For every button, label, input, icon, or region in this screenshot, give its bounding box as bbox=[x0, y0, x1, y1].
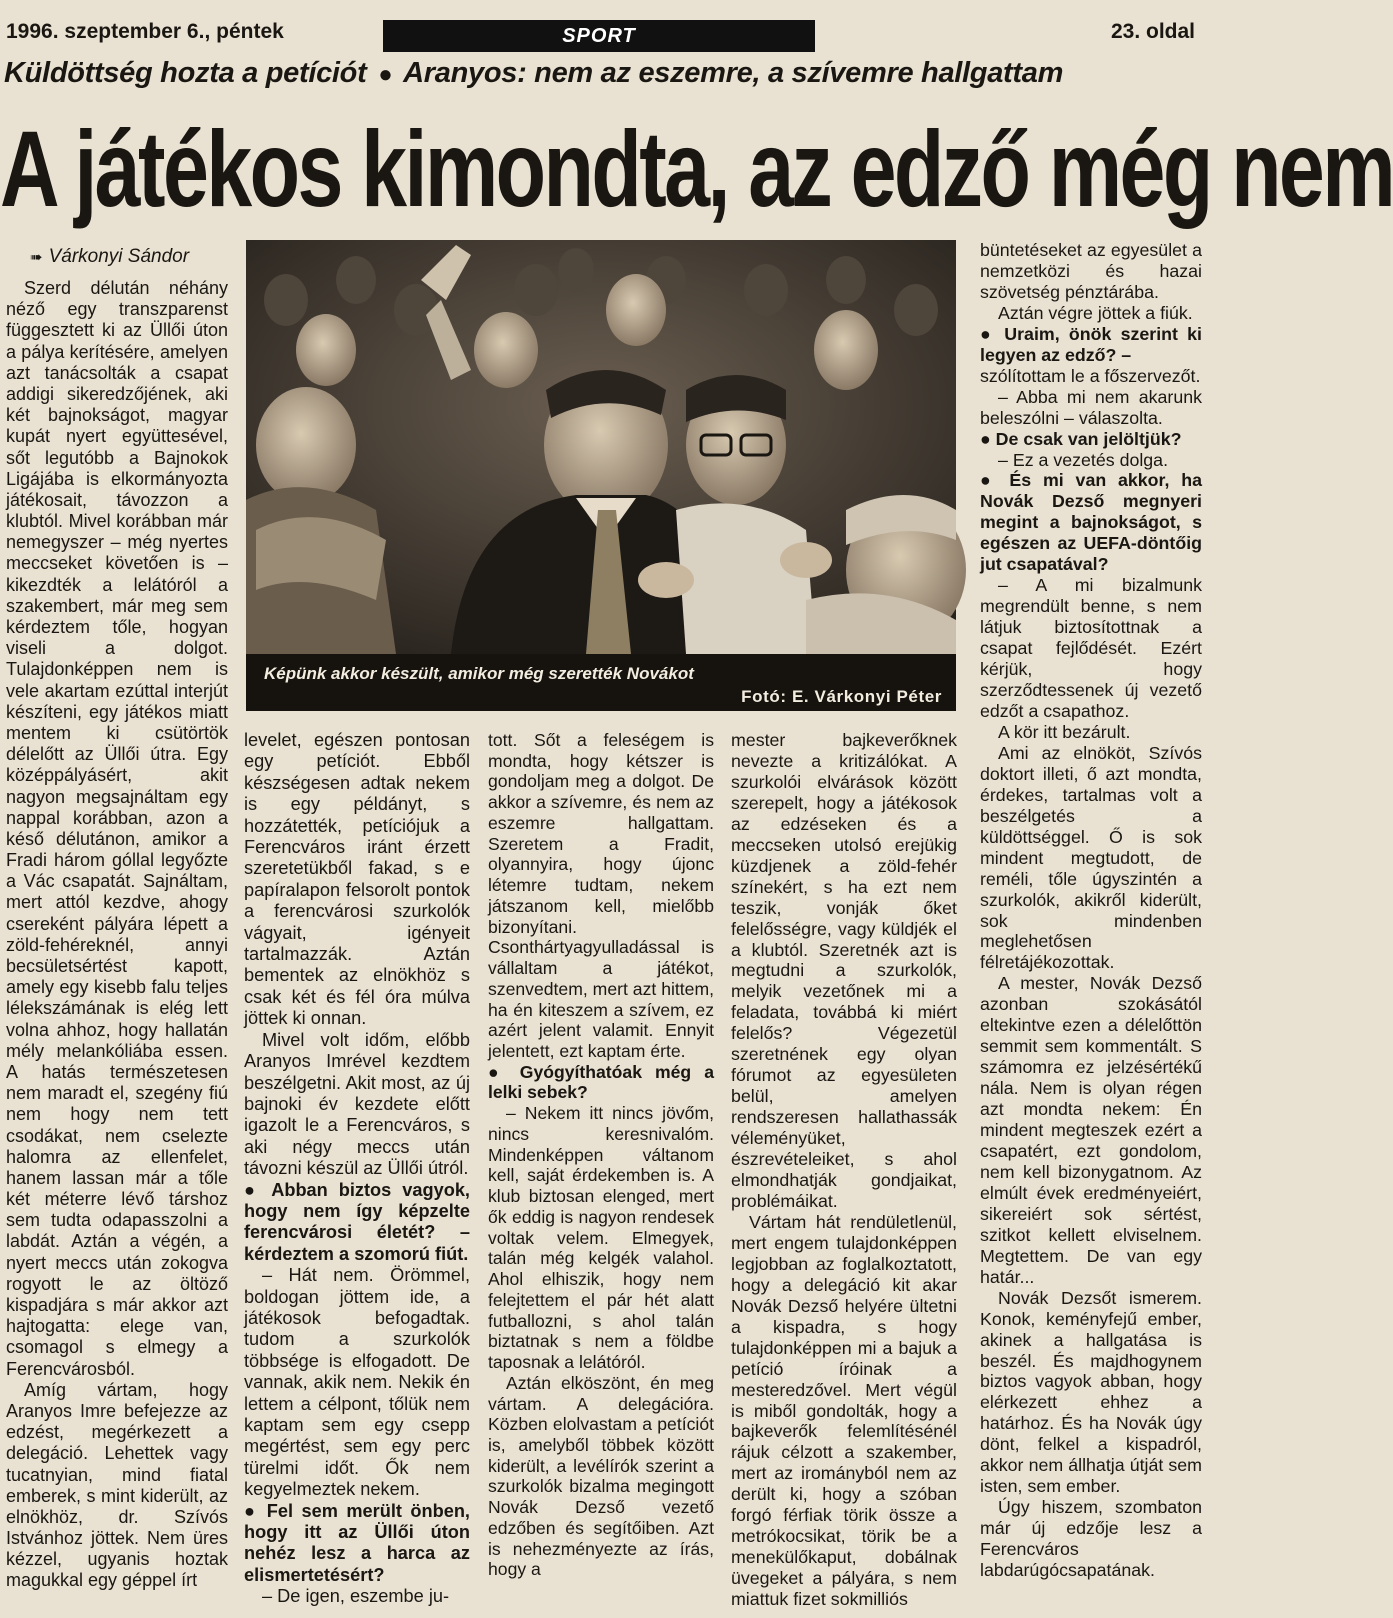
article-column-2 bbox=[244, 730, 470, 1608]
photo-caption-bar bbox=[246, 654, 956, 711]
paragraph: levelet, egészen pontosan egy petíciót. Ebből készségesen adtak nekem is egy példányt, s hozzátették, petíciójuk a Ferencváros iránt érzett szeretetükből fakad, s e papíralapon felsorolt pontok a ferencvárosi szurkolók vágyait, igényeit tartalmazzák. Aztán bementek az elnökhöz s csak két és fél óra múlva jöttek ki onnan. bbox=[244, 730, 470, 1029]
paragraph: mester bajkeverőknek nevezte a kritizálókat. A szurkolói elvárások között szerepelt, hogy a játékosok az edzéseken és a meccseken utolsó erejükig küzdjenek a zöld-fehér színekért, s ha ezt nem teszik, vonják őket felelősségre, vagy küldjék el a klubtól. Szeretnék azt is megtudni a szurkolók, melyik vezetőnek mi a feladata, továbbá ki miért felelős? Végezetül szeretnének egy olyan fórumot az egyesületen belül, amelyen rendszeresen hallathassák véleményüket, észrevételeiket, s ahol elmondhatják gondjaikat, problémáikat. bbox=[731, 730, 957, 1211]
paragraph: Aztán elköszönt, én meg vártam. A delegációra. Közben elolvastam a petíciót is, amelyből többek között kiderült, a levélírók szerint a szurkolók bizalma megingott Novák Dezső vezető edzőben és segítőiben. Azt is nehezményezte az írás, hogy a bbox=[488, 1372, 714, 1580]
photo-credit: Fotó: E. Várkonyi Péter bbox=[741, 687, 942, 706]
kicker-part-1: Küldöttség hozta a petíciót bbox=[4, 57, 367, 89]
paragraph: Szerd délután néhány néző egy transzparenst függesztett ki az Üllői úton a pálya kerítésére, amelyen azt tanácsolták a csapat addigi sikeredzőjének, aki két bajnokságot, magyar kupát nyert együttesével, sőt legutóbb a Bajnokok Ligájába is elkormányozta játékosait, távozzon a klubtól. Mivel korábban már nemegyszer – még nyertes meccseket követően is – kikezdték a lelátóról a szakembert, már meg sem kérdeztem tőle, hogyan viseli a dolgot. Tulajdonképpen nem is vele akartam ezúttal interjút készíteni, egy játékos miatt mentem ki csütörtök délelőtt az Üllői útra. Egy középpályásért, akit nagyon megsajnáltam egy nappal korábban, azon a késő délutánon, amikor a Fradi három góllal legyőzte a Vác csapatát. Sajnáltam, mert attól kezdve, ahogy csereként pályára lépett a zöld-fehéreknél, annyi becsületsértést kapott, amely egy kisebb falu teljes lélekszámának is elég lett volna ahhoz, hogy hallatán mély melankóliába essen. A hatás természetesen nem maradt el, szegény fiú nem hogy nem tett csodákat, nem cselezte halomra az ellenfelet, hanem lassan már a tőle két méterre lévő társhoz sem tudta odapasszolni a labdát. Aztán a végén, a nyert meccs után zokogva rogyott le az öltöző kispadjára s már akkor azt hajtogatta: elege van, csomagol s elmegy a Ferencvárosból. bbox=[6, 278, 228, 1379]
section-label: SPORT bbox=[562, 25, 636, 47]
paragraph: – Nekem itt nincs jövőm, nincs keresnivalóm. Mindenképpen váltanom kell, saját érdekemben is. A klub biztosan elenged, mert ők eddig is nagyon rendesek voltak velem. Elmegyek, talán még kelgék valahol. Ahol elhiszik, hogy nem felejtettem el pár hét alatt futballozni, s ahol talán biztatnak s nem a földbe taposnak a lelátóról. bbox=[488, 1103, 714, 1373]
paragraph: Amíg vártam, hogy Aranyos Imre befejezze az edzést, megérkezett a delegáció. Lehettek vagy tucatnyian, mind fiatal emberek, s mint kiderült, az elnökhöz, dr. Szívós Istvánhoz jöttek. Nem üres kézzel, ugyanis hoztak magukkal egy géppel írt bbox=[6, 1379, 228, 1591]
interview-question: ● Abban biztos vagyok, hogy nem így képzelte ferencvárosi életét? – kérdeztem a szomorú fiút. bbox=[244, 1179, 470, 1264]
kicker-line bbox=[4, 57, 1200, 90]
headline: A játékos kimondta, az edző még nem bbox=[0, 109, 1393, 230]
interview-question: ● És mi van akkor, ha Novák Dezső megnyeri megint a bajnokságot, s egészen az UEFA-döntőig jut csapatával? bbox=[980, 470, 1202, 575]
paragraph: Aztán végre jöttek a fiúk. bbox=[998, 302, 1193, 323]
paragraph: Mivel volt időm, előbb Aranyos Imrével kezdtem beszélgetni. Akit most, az új bajnoki év kezdete előtt igazolt le a Ferencváros, s aki négy meccs után távozni készül az Üllői útról. bbox=[244, 1029, 470, 1179]
article-column-5 bbox=[980, 240, 1202, 1581]
paragraph: Novák Dezsőt ismerem. Konok, keményfejű ember, akinek a hallgatása is beszél. És majdhogynem biztos vagyok abban, hogy elérkezett ehhez a határhoz. És ha Novák úgy dönt, felkel a kispadról, akkor nem állhatja útját sem isten, sem ember. bbox=[980, 1287, 1202, 1497]
paragraph: büntetéseket az egyesület a nemzetközi és hazai szövetség pénztárába. bbox=[980, 240, 1202, 302]
interview-question: ● De csak van jelöltjük? bbox=[980, 428, 1182, 449]
masthead-strip bbox=[0, 0, 1205, 50]
arrow-icon: ➠ bbox=[30, 249, 43, 266]
paragraph: Úgy hiszem, szombaton már új edzője lesz a Ferencváros labdarúgócsapatának. bbox=[980, 1497, 1202, 1581]
paragraph: tott. Sőt a feleségem is mondta, hogy kétszer is gondoljam meg a dolgot. De akkor a szívemre, és nem az eszemre hallgattam. Szeretem a Fradit, olyannyira, hogy újonc létemre tudtam, nekem játszanom kell, mielőbb bizonyítani. Csonthártyagyulladással is vállaltam a játékot, szenvedtem, mert azt hittem, ha én kiteszem a szívem, ez azért jelent valamit. Ennyit jelentett, ezt kaptam érte. bbox=[488, 730, 714, 1062]
paragraph: – Abba mi nem akarunk beleszólni – válaszolta. bbox=[980, 386, 1202, 428]
interview-question: ● Gyógyíthatóak még a lelki sebek? bbox=[488, 1061, 714, 1103]
page-number: 23. oldal bbox=[1110, 20, 1195, 43]
article-column-1 bbox=[6, 278, 228, 1592]
interview-question: ● Fel sem merült önben, hogy itt az Üllői úton nehéz lesz a harca az elismertetésért? bbox=[244, 1500, 470, 1585]
author-name: Várkonyi Sándor bbox=[48, 246, 190, 267]
paragraph: szólítottam le a főszervezőt. bbox=[980, 365, 1201, 386]
paragraph: A mester, Novák Dezső azonban szokásától eltekintve ezen a délelőttön semmit sem kommentált. S számomra ez jelzésértékű nála. Nem is olyan régen azt mondta nekem: Én mindent megteszek ezért a csapatért, ezt gondolom, nem kell bizonygatnom. Az elmúlt évek eredményeiért, sikereiért sok sértést, szitkot kellett elviselnem. Megtettem. De van egy határ... bbox=[980, 973, 1202, 1287]
issue-date: 1996. szeptember 6., péntek bbox=[6, 20, 284, 43]
paragraph: Ami az elnököt, Szívós doktort illeti, ő azt mondta, érdekes, tartalmas volt a beszélgetés a küldöttséggel. Ő is sok mindent megtudott, de reméli, tőle úgyszintén a szurkolók, akikről kiderült, sok mindenben meglehetősen félretájékozottak. bbox=[980, 742, 1202, 973]
paragraph: – A mi bizalmunk megrendült benne, s nem látjuk biztosítottnak a csapat fejlődését. Ezért kérjük, hogy szerződtessenek új vezető edzőt a csapathoz. bbox=[980, 575, 1202, 721]
photo-caption: Képünk akkor készült, amikor még szerették Novákot bbox=[264, 664, 694, 683]
paragraph: A kör itt bezárult. bbox=[998, 721, 1131, 742]
headline-box bbox=[0, 104, 1393, 230]
article-column-3 bbox=[488, 730, 714, 1580]
paragraph: – De igen, eszembe ju- bbox=[262, 1586, 450, 1607]
byline bbox=[30, 246, 189, 268]
bullet-icon: ● bbox=[378, 61, 393, 88]
kicker-part-2: Aranyos: nem az eszemre, a szívemre hallgattam bbox=[403, 57, 1064, 89]
interview-question: ● Uraim, önök szerint ki legyen az edző? – bbox=[980, 323, 1202, 365]
section-banner bbox=[383, 20, 815, 52]
paragraph: – Hát nem. Örömmel, boldogan jöttem ide, a játékosok befogadtak. tudom a szurkolók többsége is elfogadott. De vannak, akik nem. Nekik én lettem a célpont, tőlük nem kaptam sem egy csepp megértést, sem egy perc türelmi időt. Ők nem kegyelmeztek nekem. bbox=[244, 1265, 470, 1500]
article-column-4 bbox=[731, 730, 957, 1610]
article-photo bbox=[246, 240, 956, 654]
crowd-photo-illustration bbox=[246, 240, 956, 654]
paragraph: – Ez a vezetés dolga. bbox=[998, 449, 1169, 470]
paragraph: Vártam hát rendületlenül, mert engem tulajdonképpen legjobban az foglalkoztatott, hogy a delegáció kit akar Novák Dezső helyére ültetni a kispadra, s hogy tulajdonképpen mi a bajuk a petíció íróinak a mesteredzővel. Mert végül is miből gondolták, hogy a bajkeverők felemlítésénél rájuk célzott a szakember, mert az irományból nem az derült ki, hogy a szóban forgó férfiak törik össze a metrókocsikat, törik be a menekülőkaput, dobálnak üvegeket a pályára, s nem miattuk fizet sokmilliós bbox=[731, 1211, 957, 1610]
